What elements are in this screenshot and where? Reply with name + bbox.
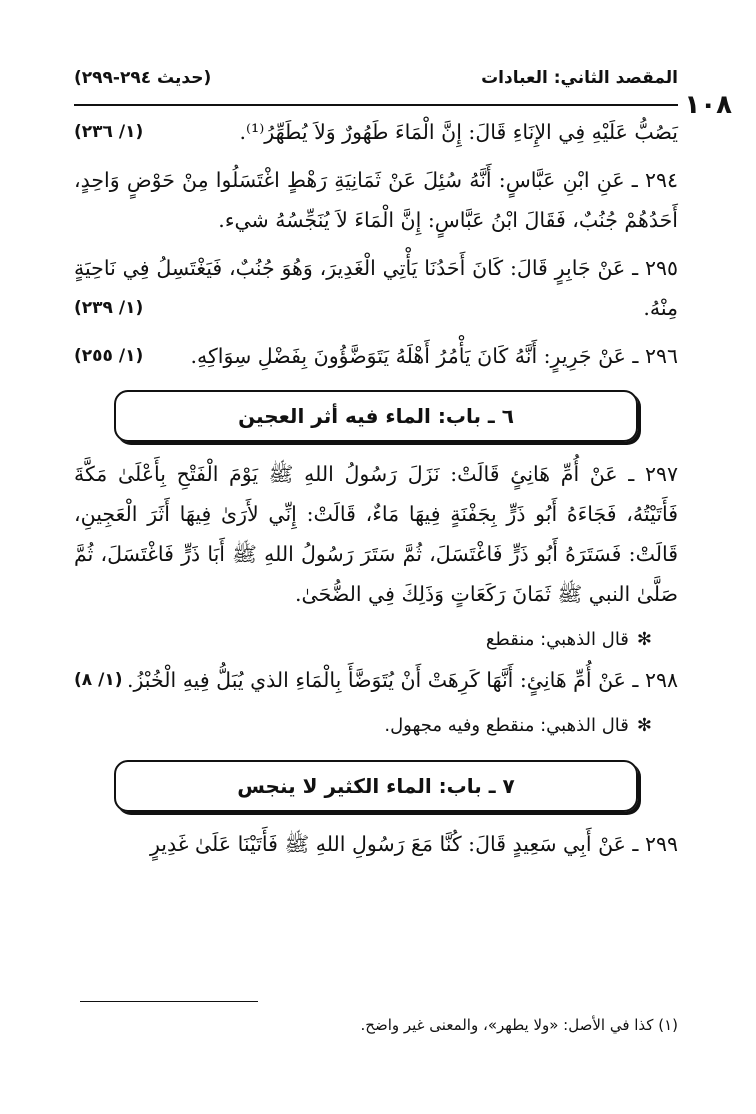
chapter-heading-7: ٧ ـ باب: الماء الكثير لا ينجس <box>114 760 638 812</box>
header-divider <box>74 104 678 106</box>
chapter-heading-6: ٦ ـ باب: الماء فيه أثر العجين <box>114 390 638 442</box>
footnote-divider <box>80 1001 258 1002</box>
paragraph-text: ٢٩٩ ـ عَنْ أَبِي سَعِيدٍ قَالَ: كُنَّا مَعَ رَسُولِ اللهِ ﷺ فَأَتَيْنَا عَلَىٰ غَدِيرٍ <box>149 832 678 856</box>
paragraph-text: يَصُبُّ عَلَيْهِ فِي الإِنَاءِ قَالَ: إِنَّ الْمَاءَ طَهُورٌ وَلاَ يُطَهِّرُ⁽¹⁾. <box>239 120 678 144</box>
dhahabi-comment-1 <box>74 620 678 660</box>
hadith-296 <box>74 336 678 376</box>
paragraph-text: ٢٩٤ ـ عَنِ ابْنِ عَبَّاسٍ: أَنَّهُ سُئِلَ عَنْ ثَمَانِيَةِ رَهْطٍ اغْتَسَلُوا مِنْ حَوْضٍ وَاحِدٍ، أَحَدُهُمْ جُنُبٌ، فَقَالَ ابْنُ عَبَّاسٍ: إِنَّ الْمَاءَ لاَ يُنَجِّسُهُ شيء. <box>74 168 678 232</box>
hadith-298 <box>74 660 678 700</box>
page-number: ١٠٨ <box>684 90 732 120</box>
volume-page-ref: (١/ ٢٥٥) <box>74 346 144 366</box>
hadith-299 <box>74 824 678 864</box>
volume-page-ref: (١/ ٨) <box>74 670 123 690</box>
paragraph-text: ٢٩٥ ـ عَنْ جَابِرٍ قَالَ: كَانَ أَحَدُنَا يَأْتِي الْغَدِيرَ، وَهُوَ جُنُبٌ، فَيَغْتَسِلُ فِي نَاحِيَةٍ مِنْهُ. <box>74 256 678 320</box>
paragraph-text: ٢٩٨ ـ عَنْ أُمِّ هَانِئٍ: أَنَّهَا كَرِهَتْ أَنْ يُتَوَضَّأَ بِالْمَاءِ الذي يُبَلُّ فِيهِ الْخُبْزُ. <box>126 668 678 692</box>
paragraph-continuation <box>74 112 678 152</box>
paragraph-text: ٢٩٧ ـ عَنْ أُمِّ هَانِئٍ قَالَتْ: نَزَلَ رَسُولُ اللهِ ﷺ يَوْمَ الْفَتْحِ بِأَعْلَىٰ مَكَّةَ فَأَتَيْتُهُ، فَجَاءَهُ أَبُو ذَرٍّ بِجَفْنَةٍ فِيهَا مَاءٌ، قَالَتْ: إِنِّي لأَرَىٰ فِيهَا أَثَرَ الْعَجِينِ، قَالَتْ: فَسَتَرَهُ أَبُو ذَرٍّ فَاغْتَسَلَ، ثُمَّ سَتَرَ رَسُولُ اللهِ ﷺ أَبَا ذَرٍّ فَاغْتَسَلَ، ثُمَّ صَلَّىٰ النبي ﷺ ثَمَانَ رَكَعَاتٍ وَذَلِكَ فِي الضُّحَىٰ. <box>74 462 678 606</box>
paragraph-text: ٢٩٦ ـ عَنْ جَرِيرٍ: أَنَّهُ كَانَ يَأْمُرُ أَهْلَهُ يَتَوَضَّؤُونَ بِفَضْلِ سِوَاكِهِ. <box>190 344 678 368</box>
dhahabi-comment-2 <box>74 706 678 746</box>
section-title: المقصد الثاني: العبادات <box>481 68 678 88</box>
hadith-297 <box>74 454 678 614</box>
hadith-295 <box>74 248 678 328</box>
volume-page-ref: (١/ ٢٣٦) <box>74 122 144 142</box>
footnote: (١) كذا في الأصل: «ولا يطهر»، والمعنى غير واضح. <box>360 1016 678 1034</box>
asterisk-icon: ✻ <box>636 715 652 736</box>
comment-text: قال الذهبي: منقطع <box>485 629 629 650</box>
volume-page-ref: (١/ ٢٣٩) <box>74 298 144 318</box>
hadith-range: (حديث ٢٩٤-٢٩٩) <box>74 68 212 88</box>
page-body <box>74 112 678 864</box>
asterisk-icon: ✻ <box>636 629 652 650</box>
hadith-294 <box>74 160 678 240</box>
comment-text: قال الذهبي: منقطع وفيه مجهول. <box>384 715 629 736</box>
